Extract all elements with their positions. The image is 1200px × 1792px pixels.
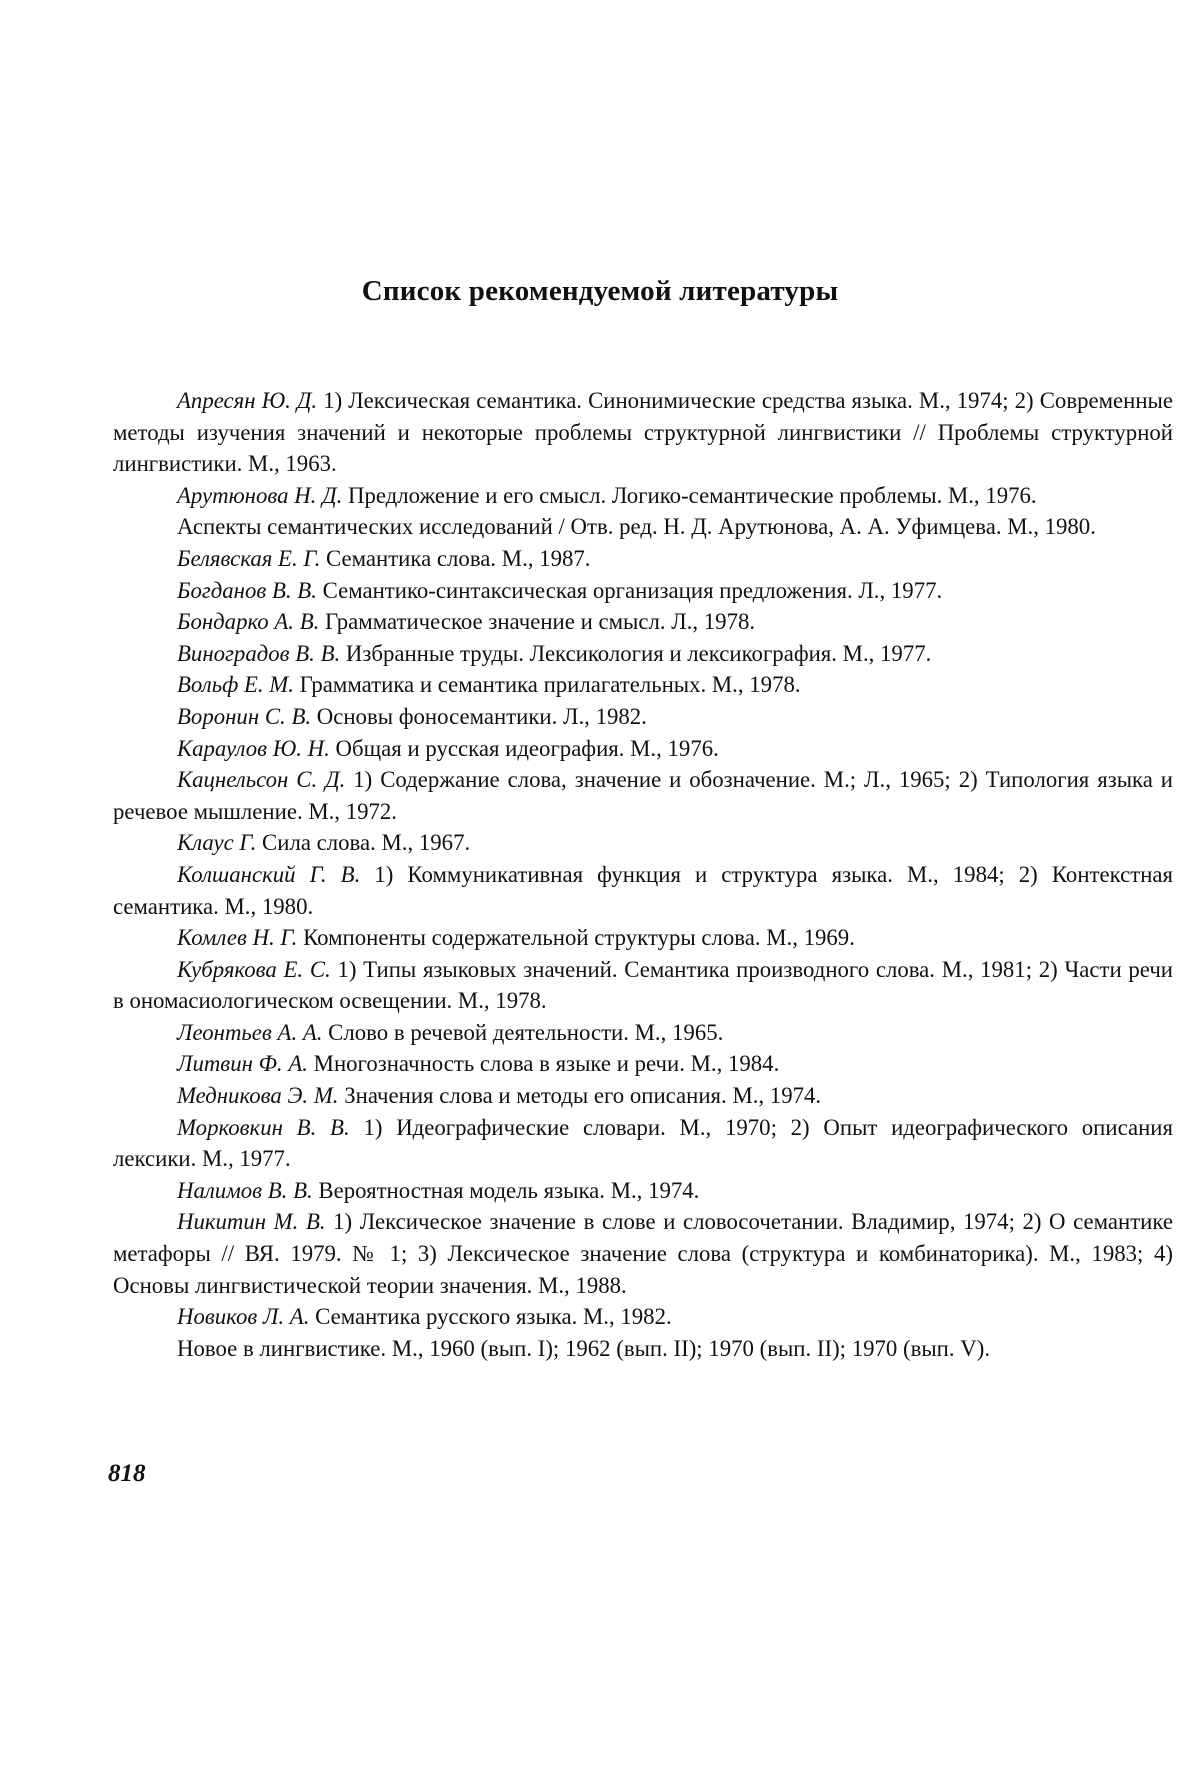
reference-author: Новиков Л. А. <box>177 1304 310 1330</box>
reference-author: Налимов В. В. <box>177 1177 313 1203</box>
reference-author: Медникова Э. М. <box>177 1083 339 1109</box>
reference-author: Кубрякова Е. С. <box>177 956 331 982</box>
reference-entry <box>113 1206 1173 1301</box>
reference-text: 1) Лексическое значение в слове и словосочетании. Владимир, 1974; 2) О семантике метафоры // ВЯ. 1979. № 1; 3) Лексическое значение слова (структура и комбинаторика). М., 1983; 4) Основы лингвистической теории значения. М., 1988. <box>113 1209 1173 1298</box>
reference-text: Слово в речевой деятельности. М., 1965. <box>322 1019 724 1045</box>
reference-text: Семантико-синтаксическая организация предложения. Л., 1977. <box>316 577 943 603</box>
reference-text: Значения слова и методы его описания. М., 1974. <box>338 1083 822 1109</box>
reference-entry <box>113 701 1173 733</box>
reference-entry <box>113 575 1173 607</box>
reference-text: Общая и русская идеография. М., 1976. <box>329 735 719 761</box>
reference-author: Леонтьев А. А. <box>177 1019 323 1045</box>
reference-author: Бондарко А. В. <box>177 609 320 635</box>
reference-entry <box>113 638 1173 670</box>
reference-entry <box>113 669 1173 701</box>
reference-author: Апресян Ю. Д. <box>177 388 318 413</box>
page-number: 818 <box>108 1460 146 1487</box>
reference-text: Вероятностная модель языка. М., 1974. <box>312 1177 700 1203</box>
reference-entry <box>113 1301 1173 1333</box>
reference-entry <box>113 543 1173 575</box>
reference-entry <box>113 606 1173 638</box>
reference-author: Комлев Н. Г. <box>177 925 298 951</box>
reference-text: Сила слова. М., 1967. <box>256 830 471 856</box>
reference-text: Новое в лингвистике. М., 1960 (вып. I); 1962 (вып. II); 1970 (вып. II); 1970 (вып. V). <box>177 1335 991 1361</box>
reference-text: Компоненты содержательной структуры слова. М., 1969. <box>297 925 855 951</box>
reference-text: Грамматическое значение и смысл. Л., 1978. <box>319 609 756 635</box>
reference-author: Арутюнова Н. Д. <box>177 482 343 508</box>
reference-text: Семантика слова. М., 1987. <box>320 545 591 571</box>
reference-entry <box>113 1112 1173 1175</box>
reference-entry <box>113 922 1173 954</box>
reference-text: 1) Типы языковых значений. Семантика производного слова. М., 1981; 2) Части речи в ономасиологическом освещении. М., 1978. <box>113 956 1173 1014</box>
reference-text: Избранные труды. Лексикология и лексикография. М., 1977. <box>340 640 932 666</box>
reference-entry <box>113 859 1173 922</box>
reference-entry <box>113 1017 1173 1049</box>
reference-author: Вольф Е. М. <box>177 672 294 698</box>
reference-author: Воронин С. В. <box>177 703 312 729</box>
reference-entry <box>113 1080 1173 1112</box>
reference-entry <box>113 954 1173 1017</box>
reference-author: Белявская Е. Г. <box>177 545 321 571</box>
reference-text: Основы фоносемантики. Л., 1982. <box>311 703 647 729</box>
reference-author: Караулов Ю. Н. <box>177 735 330 761</box>
reference-text: Семантика русского языка. М., 1982. <box>309 1304 672 1330</box>
reference-author: Виноградов В. В. <box>177 640 341 666</box>
reference-list <box>113 385 1173 1364</box>
reference-author: Никитин М. В. <box>177 1209 326 1235</box>
reference-entry <box>113 1175 1173 1207</box>
reference-author: Кацнельсон С. Д. <box>177 767 346 793</box>
reference-entry <box>113 1048 1173 1080</box>
reference-author: Клаус Г. <box>177 830 257 856</box>
reference-author: Богданов В. В. <box>177 577 317 603</box>
reference-text: Предложение и его смысл. Логико-семантические проблемы. М., 1976. <box>342 482 1037 508</box>
reference-text: 1) Коммуникативная функция и структура языка. М., 1984; 2) Контекстная семантика. М., 1980. <box>113 861 1173 919</box>
reference-text: 1) Лексическая семантика. Синонимические средства языка. М., 1974; 2) Современные методы изучения значений и некоторые проблемы структурной лингвистики // Проблемы структурной лингвистики. М., 1963. <box>113 388 1173 477</box>
reference-entry <box>113 1333 1173 1365</box>
reference-author: Морковкин В. В. <box>177 1114 350 1140</box>
page-title: Список рекомендуемой литературы <box>361 275 839 307</box>
reference-text: 1) Содержание слова, значение и обозначение. М.; Л., 1965; 2) Типология языка и речевое мышление. М., 1972. <box>113 767 1174 824</box>
reference-entry <box>113 385 1173 480</box>
reference-entry <box>113 511 1173 543</box>
reference-entry <box>113 733 1173 765</box>
reference-author: Колшанский Г. В. <box>177 861 361 887</box>
reference-entry <box>113 764 1173 827</box>
reference-entry <box>113 480 1173 512</box>
reference-text: Аспекты семантических исследований / Отв. ред. Н. Д. Арутюнова, А. А. Уфимцева. М., 1980. <box>177 514 1096 540</box>
reference-text: 1) Идеографические словари. М., 1970; 2) Опыт идеографического описания лексики. М., 1977. <box>113 1114 1173 1172</box>
reference-text: Грамматика и семантика прилагательных. М., 1978. <box>293 672 801 698</box>
reference-author: Литвин Ф. А. <box>177 1051 308 1077</box>
reference-text: Многозначность слова в языке и речи. М., 1984. <box>307 1051 780 1077</box>
reference-entry <box>113 827 1173 859</box>
